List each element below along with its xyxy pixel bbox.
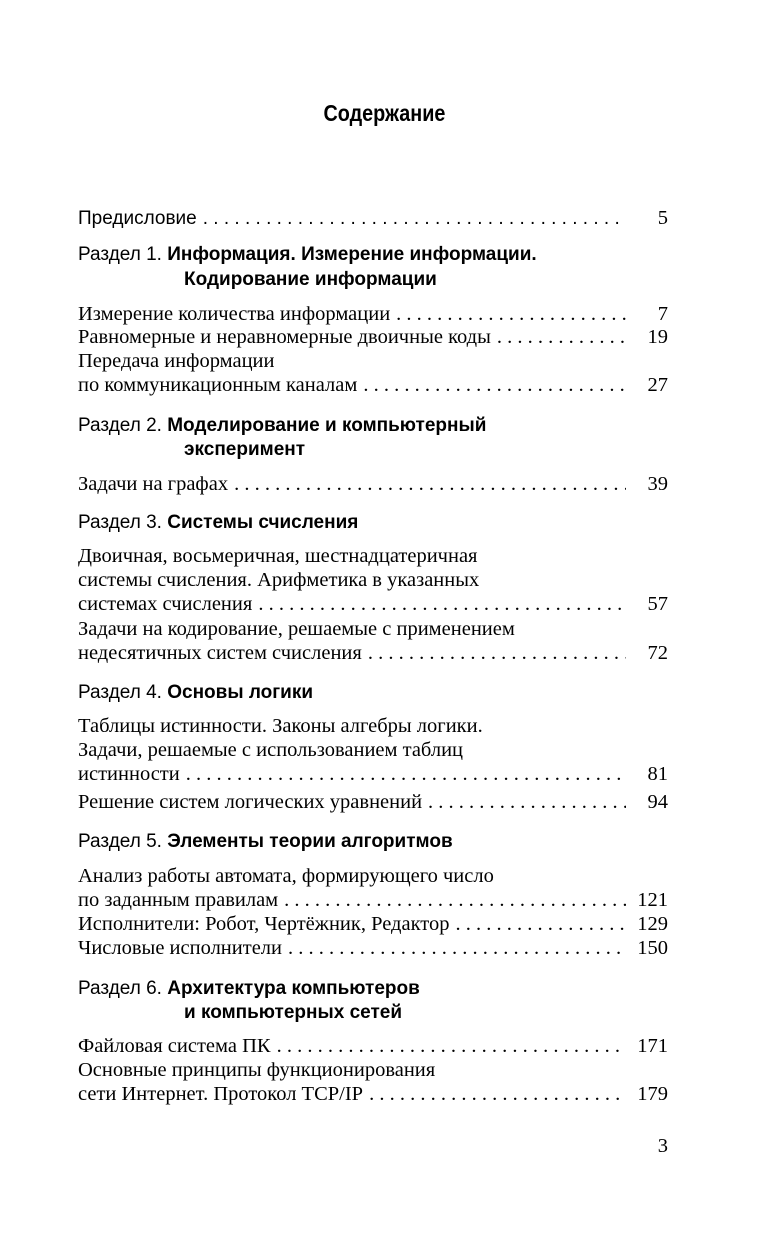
toc-page-number: 150 — [637, 937, 668, 959]
toc-page-number: 5 — [657, 207, 668, 229]
section-heading-5 — [78, 831, 668, 855]
section-title: Моделирование и компьютерный — [167, 415, 487, 436]
section-heading-2 — [78, 415, 668, 439]
toc-page-number: 72 — [647, 642, 668, 664]
toc-entry-label: недесятичных систем счисления — [78, 642, 362, 664]
leader-dots — [284, 889, 626, 912]
section-heading-1 — [78, 244, 668, 268]
section-heading-6-cont — [78, 1002, 769, 1026]
leader-dots — [258, 593, 626, 616]
toc-entry-label: Решение систем логических уравнений — [78, 791, 423, 813]
toc-page-number: 39 — [647, 473, 668, 495]
leader-dots — [363, 374, 626, 397]
section-title: Кодирование информации — [184, 269, 437, 290]
section-title: Элементы теории алгоритмов — [167, 831, 453, 852]
section-heading-4 — [78, 682, 668, 706]
section-heading-1-cont — [78, 269, 769, 293]
toc-entry[interactable] — [78, 791, 668, 815]
toc-entry[interactable] — [78, 1083, 668, 1107]
toc-entry-line[interactable] — [78, 545, 668, 569]
toc-entry[interactable] — [78, 593, 668, 617]
toc-entry-label: системы счисления. Арифметика в указанных — [78, 569, 480, 591]
leader-dots — [428, 791, 626, 814]
page-title: Содержание — [323, 100, 446, 126]
section-title: Основы логики — [167, 682, 314, 703]
toc-entry-label: Таблицы истинности. Законы алгебры логики. — [78, 715, 483, 737]
toc-page-number: 27 — [647, 374, 668, 396]
toc-entry-label: Двоичная, восьмеричная, шестнадцатеричная — [78, 545, 478, 567]
leader-dots — [288, 937, 626, 960]
toc-entry-label: Анализ работы автомата, формирующего число — [78, 865, 494, 887]
toc-entry-label: по заданным правилам — [78, 889, 279, 911]
section-title: и компьютерных сетей — [184, 1002, 402, 1023]
section-heading-3 — [78, 512, 668, 536]
toc-entry[interactable] — [78, 1035, 668, 1059]
toc-entry-line[interactable] — [78, 350, 668, 374]
page-number: 3 — [657, 1135, 668, 1157]
section-label: Раздел 4. — [78, 682, 162, 703]
toc-entry-label: системах счисления — [78, 593, 253, 615]
toc-page-number: 179 — [637, 1083, 668, 1105]
toc-entry-line[interactable] — [78, 1059, 668, 1083]
section-heading-2-cont — [78, 439, 769, 463]
toc-entry[interactable] — [78, 326, 668, 350]
toc-page-number: 94 — [647, 791, 668, 813]
toc-entry-line[interactable] — [78, 618, 668, 642]
section-label: Раздел 2. — [78, 415, 162, 436]
toc-entry-label: Задачи на графах — [78, 473, 229, 495]
leader-dots — [369, 1083, 626, 1106]
leader-dots — [203, 208, 626, 230]
toc-entry-line[interactable] — [78, 569, 668, 593]
section-title: эксперимент — [184, 439, 306, 460]
leader-dots — [396, 303, 626, 326]
toc-page-number: 7 — [657, 303, 668, 325]
toc-entry-label: Задачи, решаемые с использованием таблиц — [78, 739, 464, 761]
section-title: Информация. Измерение информации. — [167, 244, 537, 265]
leader-dots — [497, 326, 626, 349]
toc-entry-label: сети Интернет. Протокол TCP/IP — [78, 1083, 364, 1105]
toc-page-number: 57 — [647, 593, 668, 615]
toc-entry-preface[interactable] — [78, 207, 668, 231]
toc-entry-label: истинности — [78, 763, 180, 785]
leader-dots — [368, 642, 626, 665]
toc-entry-line[interactable] — [78, 715, 668, 739]
toc-entry-label: Измерение количества информации — [78, 303, 391, 325]
leader-dots — [455, 913, 626, 936]
toc-entry[interactable] — [78, 889, 668, 913]
leader-dots — [277, 1035, 626, 1058]
toc-entry-label: Числовые исполнители — [78, 937, 282, 959]
toc-entry-label: Равномерные и неравномерные двоичные коды — [78, 326, 491, 348]
section-label: Раздел 6. — [78, 978, 162, 999]
toc-page-number: 171 — [637, 1035, 668, 1057]
leader-dots — [186, 763, 626, 786]
toc-entry[interactable] — [78, 303, 668, 327]
toc-entry[interactable] — [78, 642, 668, 666]
toc-entry[interactable] — [78, 913, 668, 937]
toc-page-number: 81 — [647, 763, 668, 785]
toc-entry-label: Предисловие — [78, 208, 197, 229]
toc-entry-line[interactable] — [78, 865, 668, 889]
section-label: Раздел 3. — [78, 512, 162, 533]
section-label: Раздел 5. — [78, 831, 162, 852]
toc-page-number: 121 — [637, 889, 668, 911]
section-title: Системы счисления — [167, 512, 359, 533]
toc-entry[interactable] — [78, 473, 668, 497]
toc-entry[interactable] — [78, 374, 668, 398]
toc-page-number: 129 — [637, 913, 668, 935]
toc-entry-label: Передача информации — [78, 350, 275, 372]
toc-entry[interactable] — [78, 937, 668, 961]
toc-entry-label: Файловая система ПК — [78, 1035, 271, 1057]
section-title: Архитектура компьютеров — [167, 978, 420, 999]
section-heading-6 — [78, 978, 668, 1002]
toc-entry-line[interactable] — [78, 739, 668, 763]
leader-dots — [234, 473, 626, 496]
toc-entry-label: Основные принципы функционирования — [78, 1059, 436, 1081]
section-label: Раздел 1. — [78, 244, 162, 265]
toc-entry-label: Исполнители: Робот, Чертёжник, Редактор — [78, 913, 450, 935]
toc-entry[interactable] — [78, 763, 668, 787]
toc-page-number: 19 — [647, 326, 668, 348]
toc-entry-label: по коммуникационным каналам — [78, 374, 358, 396]
toc-entry-label: Задачи на кодирование, решаемые с применением — [78, 618, 515, 640]
